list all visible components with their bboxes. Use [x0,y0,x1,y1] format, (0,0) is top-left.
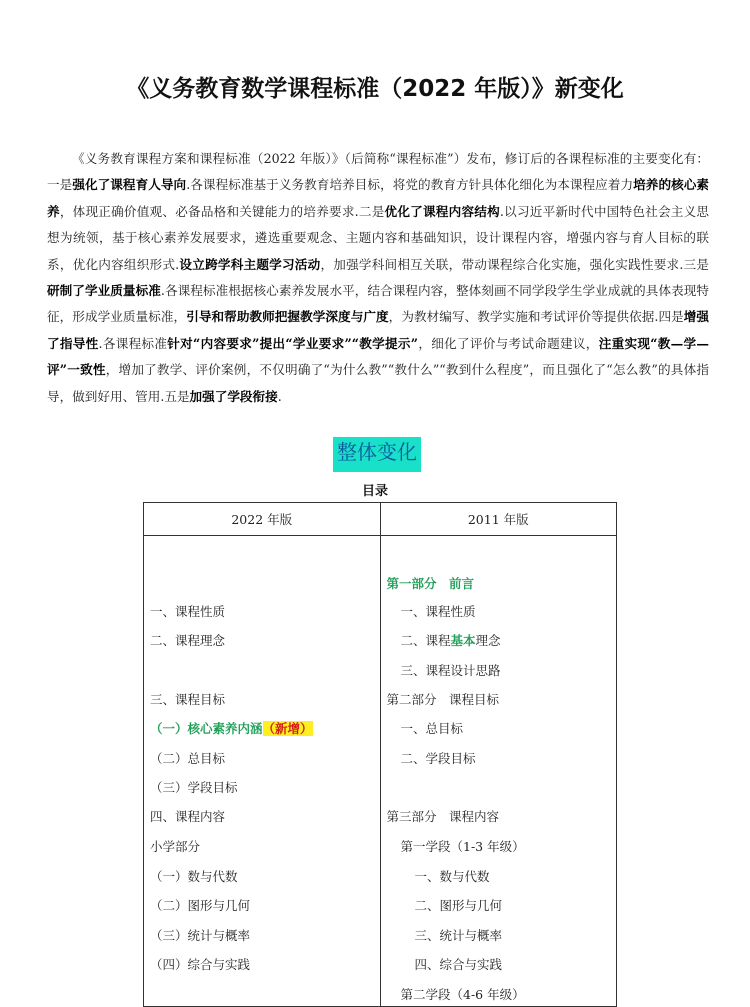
intro-emphasis: 培养的核心素养 [47,177,710,219]
intro-text: ，细化了评价与考试命题建议， [418,335,599,351]
toc-label: 目录 [361,484,388,499]
intro-emphasis: 引导和帮助教师把握教学深度与广度 [186,309,389,325]
toc-item: （四）综合与实践 [150,957,251,972]
page-title: 《义务教育数学课程标准（2022 年版）》新变化 [126,76,624,102]
intro-paragraph [47,146,709,410]
toc-item: （二）总目标 [150,751,226,766]
toc-item: 二、课程理念 [150,633,226,648]
intro-text: ，加强学科间相互关联，带动课程综合化实施，强化实践性要求.三是 [320,256,709,272]
section-heading: 整体变化 [333,437,421,472]
toc-item: 三、统计与概率 [414,928,503,943]
toc-item: 四、综合与实践 [414,957,503,972]
intro-text: ，增加了教学、评价案例，不仅明确了“为什么教”“教什么”“教到什么程度”，而且强化了“怎么教”的具体指导，做到好用、管用.五是 [47,362,710,404]
intro-emphasis: 增强了指导性 [47,309,710,351]
toc-header-2011: 2011 年版 [380,503,617,536]
toc-item: 二、学段目标 [400,751,476,766]
intro-text: .各课程标准 [98,335,168,351]
toc-header-2022: 2022 年版 [144,503,381,536]
intro-text: ，为教材编写、教学实施和考试评价等提供依据.四是 [388,309,684,325]
intro-emphasis: 强化了课程育人导向 [72,177,187,193]
intro-text: 《义务教育课程方案和课程标准（2022 年版）》（后简称“课程标准”）发布，修订后的各课程标准的主要变化有：一是 [47,151,709,193]
toc-item-highlight: 基本 [450,633,476,648]
toc-col-2022 [144,536,381,1007]
intro-emphasis: 针对“内容要求”提出“学业要求”“教学提示” [167,335,419,351]
intro-text: .各课程标准基于义务教育培养目标，将党的教育方针具体化细化为本课程应着力 [186,177,634,193]
new-tag: （新增） [262,721,313,736]
intro-emphasis: 加强了学段衔接 [189,388,278,404]
intro-text: .以习近平新时代中国特色社会主义思想为统领，基于核心素养发展要求，遴选重要观念、主题内容和基础知识，设计课程内容，增强内容与育人目标的联系，优化内容组织形式. [47,203,710,272]
toc-item: 第三部分 课程内容 [386,809,500,824]
intro-emphasis: 设立跨学科主题学习活动 [179,256,321,272]
toc-item: 一、数与代数 [414,869,490,884]
toc-table [143,502,617,1007]
intro-text: . [277,388,282,404]
toc-item: （二）图形与几何 [150,898,251,913]
toc-item: 四、课程内容 [150,809,226,824]
toc-item: 第一部分 前言 [386,576,475,591]
toc-item: （三）统计与概率 [150,928,251,943]
toc-item: （三）学段目标 [150,780,238,795]
intro-text: .各课程标准根据核心素养发展水平，结合课程内容，整体刻画不同学段学生学业成就的具体表现特征，形成学业质量标准， [47,283,709,325]
toc-item: 二、图形与几何 [414,898,503,913]
toc-item: 第一学段（1-3 年级） [400,839,525,854]
intro-emphasis: 优化了课程内容结构 [384,203,500,219]
toc-item: （一）数与代数 [150,869,238,884]
toc-item-part: 二、课程 [400,633,451,648]
toc-item: 一、总目标 [400,721,464,736]
toc-item: 一、课程性质 [150,604,226,619]
intro-emphasis: 研制了学业质量标准 [47,283,161,299]
toc-item: 第二学段（4-6 年级） [400,987,525,1002]
toc-item [401,631,501,649]
toc-item: 第二部分 课程目标 [386,692,500,707]
toc-item-label: （一）核心素养内涵 [150,721,263,736]
toc-item: 三、课程设计思路 [400,663,501,678]
toc-item-new [150,719,313,737]
toc-item: 三、课程目标 [150,692,226,707]
intro-text: ，体现正确价值观、必备品格和关键能力的培养要求.二是 [59,203,385,219]
toc-col-2011 [380,536,617,1007]
toc-item: 一、课程性质 [400,604,476,619]
intro-emphasis: 注重实现“教—学—评”一致性 [47,335,710,378]
toc-item: 小学部分 [150,839,201,854]
toc-item-part: 理念 [475,633,501,648]
